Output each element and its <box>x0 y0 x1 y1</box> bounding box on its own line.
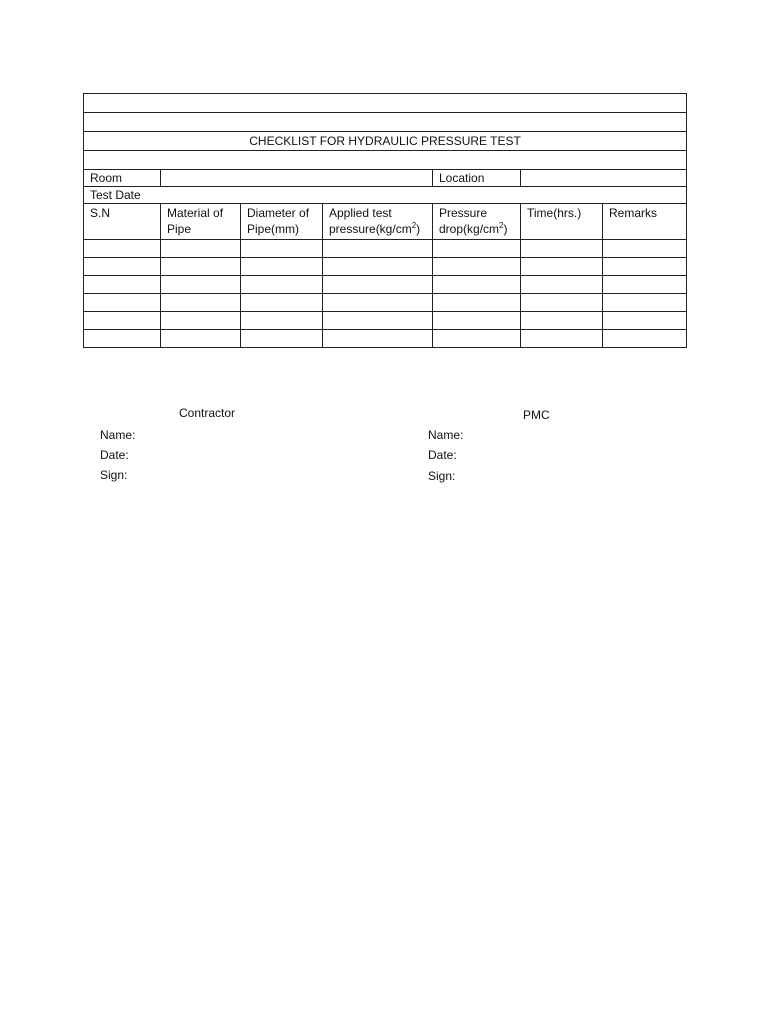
table-cell[interactable] <box>521 330 603 348</box>
table-cell[interactable] <box>433 240 521 258</box>
table-cell[interactable] <box>521 276 603 294</box>
contractor-signature-block <box>100 425 135 485</box>
location-label: Location <box>433 170 521 187</box>
pmc-sign-label: Sign: <box>428 469 456 483</box>
table-cell[interactable] <box>161 258 241 276</box>
location-field[interactable] <box>521 170 687 187</box>
header-material <box>161 204 241 240</box>
blank-cell <box>84 94 687 113</box>
pmc-date-label: Date: <box>428 448 457 462</box>
table-cell[interactable] <box>603 240 687 258</box>
pmc-heading: PMC <box>523 408 550 422</box>
test-date-label: Test Date <box>90 188 141 202</box>
header-sn <box>84 204 161 240</box>
table-cell[interactable] <box>433 330 521 348</box>
table-cell[interactable] <box>241 258 323 276</box>
table-cell[interactable] <box>323 312 433 330</box>
table-cell[interactable] <box>241 240 323 258</box>
contractor-sign-label: Sign: <box>100 468 128 482</box>
table-cell[interactable] <box>84 330 161 348</box>
table-cell[interactable] <box>433 294 521 312</box>
table-row <box>84 258 687 276</box>
table-cell[interactable] <box>84 240 161 258</box>
blank-row-3 <box>84 151 687 170</box>
table-cell[interactable] <box>521 240 603 258</box>
header-applied-sup: 2 <box>411 221 417 230</box>
table-row <box>84 240 687 258</box>
column-header-row <box>84 204 687 240</box>
table-cell[interactable] <box>84 294 161 312</box>
header-diameter <box>241 204 323 240</box>
table-cell[interactable] <box>161 312 241 330</box>
table-cell[interactable] <box>161 294 241 312</box>
contractor-date-label: Date: <box>100 448 129 462</box>
header-diameter-line2: Pipe(mm) <box>247 222 300 236</box>
table-cell[interactable] <box>521 312 603 330</box>
table-cell[interactable] <box>241 312 323 330</box>
pmc-signature-block <box>428 425 463 486</box>
header-drop-tail: ) <box>503 222 508 236</box>
contractor-heading: Contractor <box>179 406 236 420</box>
table-cell[interactable] <box>161 330 241 348</box>
form-title: CHECKLIST FOR HYDRAULIC PRESSURE TEST <box>84 132 687 151</box>
table-cell[interactable] <box>323 330 433 348</box>
blank-cell <box>84 151 687 170</box>
table-cell[interactable] <box>323 294 433 312</box>
table-cell[interactable] <box>323 240 433 258</box>
blank-row-1 <box>84 94 687 113</box>
title-row <box>84 132 687 151</box>
table-cell[interactable] <box>241 276 323 294</box>
table-cell[interactable] <box>241 330 323 348</box>
header-diameter-line1: Diameter of <box>247 206 310 220</box>
header-applied-pressure <box>323 204 433 240</box>
table-cell[interactable] <box>603 258 687 276</box>
table-cell[interactable] <box>603 294 687 312</box>
header-time-line1: Time(hrs.) <box>527 206 582 220</box>
header-material-line2: Pipe <box>167 222 192 236</box>
test-date-cell[interactable] <box>84 187 687 204</box>
header-drop-line2-text: drop(kg/cm <box>439 222 500 236</box>
header-pressure-drop <box>433 204 521 240</box>
table-cell[interactable] <box>603 330 687 348</box>
header-sn-line1: S.N <box>90 206 111 220</box>
table-cell[interactable] <box>521 258 603 276</box>
table-cell[interactable] <box>161 276 241 294</box>
header-applied-tail: ) <box>416 222 421 236</box>
table-cell[interactable] <box>521 294 603 312</box>
blank-row-2 <box>84 113 687 132</box>
table-cell[interactable] <box>84 276 161 294</box>
room-label: Room <box>84 170 161 187</box>
table-cell[interactable] <box>241 294 323 312</box>
table-cell[interactable] <box>433 276 521 294</box>
pmc-name-label: Name: <box>428 428 464 442</box>
header-applied-line1: Applied test <box>329 206 392 220</box>
header-applied-line2-text: pressure(kg/cm <box>329 222 412 236</box>
contractor-name-label: Name: <box>100 428 136 442</box>
table-cell[interactable] <box>433 312 521 330</box>
header-applied-line2 <box>329 221 426 237</box>
hydraulic-test-checklist-table <box>83 93 687 348</box>
table-row <box>84 294 687 312</box>
blank-cell <box>84 113 687 132</box>
header-remarks-line1: Remarks <box>609 206 658 220</box>
header-drop-line2 <box>439 221 514 237</box>
room-field[interactable] <box>161 170 433 187</box>
header-time <box>521 204 603 240</box>
table-cell[interactable] <box>603 276 687 294</box>
table-cell[interactable] <box>323 258 433 276</box>
table-cell[interactable] <box>433 258 521 276</box>
table-row <box>84 330 687 348</box>
table-cell[interactable] <box>161 240 241 258</box>
table-cell[interactable] <box>323 276 433 294</box>
header-drop-sup: 2 <box>499 221 504 230</box>
header-remarks <box>603 204 687 240</box>
table-cell[interactable] <box>84 312 161 330</box>
table-row <box>84 276 687 294</box>
header-drop-line1: Pressure <box>439 206 488 220</box>
table-cell[interactable] <box>603 312 687 330</box>
table-cell[interactable] <box>84 258 161 276</box>
header-material-line1: Material of <box>167 206 224 220</box>
room-location-row <box>84 170 687 187</box>
test-date-row <box>84 187 687 204</box>
table-row <box>84 312 687 330</box>
